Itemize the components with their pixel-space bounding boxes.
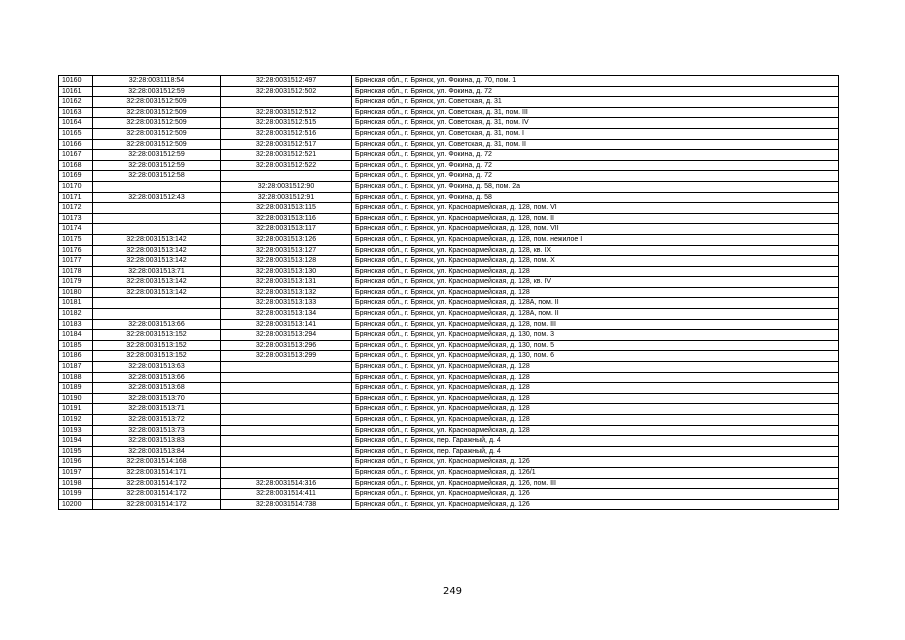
row-number-cell: 10179 (59, 277, 93, 288)
address-cell: Брянская обл., г. Брянск, пер. Гаражный, д. 4 (352, 446, 839, 457)
building-cadastral-number-cell (221, 415, 352, 426)
address-cell: Брянская обл., г. Брянск, ул. Фокина, д. 72 (352, 171, 839, 182)
address-cell: Брянская обл., г. Брянск, ул. Фокина, д. 72 (352, 150, 839, 161)
table-row (59, 139, 839, 150)
row-number-cell: 10162 (59, 97, 93, 108)
table-row (59, 404, 839, 415)
address-cell: Брянская обл., г. Брянск, ул. Красноармейская, д. 128 (352, 425, 839, 436)
address-cell: Брянская обл., г. Брянск, ул. Советская, д. 31, пом. III (352, 107, 839, 118)
building-cadastral-number-cell: 32:28:0031513:115 (221, 203, 352, 214)
land-cadastral-number-cell: 32:28:0031513:73 (93, 425, 221, 436)
address-cell: Брянская обл., г. Брянск, ул. Красноармейская, д. 130, пом. 5 (352, 340, 839, 351)
building-cadastral-number-cell: 32:28:0031514:738 (221, 499, 352, 510)
land-cadastral-number-cell: 32:28:0031513:70 (93, 393, 221, 404)
row-number-cell: 10160 (59, 76, 93, 87)
row-number-cell: 10178 (59, 266, 93, 277)
row-number-cell: 10165 (59, 128, 93, 139)
table-row (59, 415, 839, 426)
land-cadastral-number-cell: 32:28:0031512:509 (93, 97, 221, 108)
building-cadastral-number-cell (221, 362, 352, 373)
building-cadastral-number-cell: 32:28:0031514:316 (221, 478, 352, 489)
table-row (59, 160, 839, 171)
row-number-cell: 10181 (59, 298, 93, 309)
building-cadastral-number-cell (221, 383, 352, 394)
address-cell: Брянская обл., г. Брянск, ул. Красноармейская, д. 126 (352, 457, 839, 468)
land-cadastral-number-cell: 32:28:0031513:142 (93, 287, 221, 298)
building-cadastral-number-cell: 32:28:0031512:521 (221, 150, 352, 161)
building-cadastral-number-cell: 32:28:0031512:90 (221, 181, 352, 192)
row-number-cell: 10170 (59, 181, 93, 192)
building-cadastral-number-cell: 32:28:0031512:516 (221, 128, 352, 139)
land-cadastral-number-cell (93, 224, 221, 235)
address-cell: Брянская обл., г. Брянск, ул. Советская, д. 31 (352, 97, 839, 108)
land-cadastral-number-cell: 32:28:0031513:142 (93, 234, 221, 245)
building-cadastral-number-cell (221, 404, 352, 415)
row-number-cell: 10176 (59, 245, 93, 256)
land-cadastral-number-cell: 32:28:0031514:172 (93, 478, 221, 489)
building-cadastral-number-cell: 32:28:0031512:522 (221, 160, 352, 171)
building-cadastral-number-cell: 32:28:0031512:517 (221, 139, 352, 150)
property-table (58, 75, 839, 510)
row-number-cell: 10173 (59, 213, 93, 224)
row-number-cell: 10188 (59, 372, 93, 383)
land-cadastral-number-cell: 32:28:0031513:152 (93, 340, 221, 351)
building-cadastral-number-cell: 32:28:0031513:128 (221, 256, 352, 267)
building-cadastral-number-cell (221, 372, 352, 383)
land-cadastral-number-cell: 32:28:0031513:68 (93, 383, 221, 394)
address-cell: Брянская обл., г. Брянск, ул. Советская, д. 31, пом. II (352, 139, 839, 150)
address-cell: Брянская обл., г. Брянск, ул. Красноармейская, д. 130, пом. 6 (352, 351, 839, 362)
building-cadastral-number-cell (221, 436, 352, 447)
address-cell: Брянская обл., г. Брянск, ул. Красноармейская, д. 128 (352, 383, 839, 394)
table-row (59, 277, 839, 288)
land-cadastral-number-cell: 32:28:0031513:84 (93, 446, 221, 457)
address-cell: Брянская обл., г. Брянск, ул. Красноармейская, д. 126 (352, 499, 839, 510)
building-cadastral-number-cell: 32:28:0031513:296 (221, 340, 352, 351)
table-row (59, 181, 839, 192)
property-table-body (59, 76, 839, 510)
address-cell: Брянская обл., г. Брянск, ул. Красноармейская, д. 130, пом. 3 (352, 330, 839, 341)
table-row (59, 203, 839, 214)
table-row (59, 330, 839, 341)
table-row (59, 97, 839, 108)
table-row (59, 393, 839, 404)
land-cadastral-number-cell: 32:28:0031514:172 (93, 499, 221, 510)
address-cell: Брянская обл., г. Брянск, ул. Фокина, д. 72 (352, 86, 839, 97)
address-cell: Брянская обл., г. Брянск, ул. Красноармейская, д. 128, пом. VII (352, 224, 839, 235)
land-cadastral-number-cell: 32:28:0031512:59 (93, 160, 221, 171)
table-row (59, 467, 839, 478)
address-cell: Брянская обл., г. Брянск, ул. Фокина, д. 58, пом. 2а (352, 181, 839, 192)
address-cell: Брянская обл., г. Брянск, ул. Красноармейская, д. 126/1 (352, 467, 839, 478)
table-row (59, 446, 839, 457)
land-cadastral-number-cell: 32:28:0031512:509 (93, 118, 221, 129)
table-row (59, 76, 839, 87)
table-row (59, 213, 839, 224)
table-row (59, 128, 839, 139)
address-cell: Брянская обл., г. Брянск, ул. Красноармейская, д. 128А, пом. II (352, 309, 839, 320)
table-row (59, 192, 839, 203)
table-row (59, 171, 839, 182)
row-number-cell: 10185 (59, 340, 93, 351)
row-number-cell: 10189 (59, 383, 93, 394)
row-number-cell: 10190 (59, 393, 93, 404)
table-row (59, 224, 839, 235)
land-cadastral-number-cell: 32:28:0031513:152 (93, 351, 221, 362)
row-number-cell: 10195 (59, 446, 93, 457)
row-number-cell: 10167 (59, 150, 93, 161)
row-number-cell: 10198 (59, 478, 93, 489)
building-cadastral-number-cell (221, 467, 352, 478)
row-number-cell: 10166 (59, 139, 93, 150)
building-cadastral-number-cell: 32:28:0031513:132 (221, 287, 352, 298)
building-cadastral-number-cell (221, 446, 352, 457)
row-number-cell: 10177 (59, 256, 93, 267)
address-cell: Брянская обл., г. Брянск, ул. Фокина, д. 70, пом. 1 (352, 76, 839, 87)
land-cadastral-number-cell: 32:28:0031513:71 (93, 266, 221, 277)
address-cell: Брянская обл., г. Брянск, ул. Красноармейская, д. 128 (352, 287, 839, 298)
address-cell: Брянская обл., г. Брянск, ул. Советская, д. 31, пом. I (352, 128, 839, 139)
table-row (59, 150, 839, 161)
land-cadastral-number-cell: 32:28:0031512:509 (93, 139, 221, 150)
land-cadastral-number-cell (93, 203, 221, 214)
row-number-cell: 10182 (59, 309, 93, 320)
building-cadastral-number-cell: 32:28:0031513:131 (221, 277, 352, 288)
address-cell: Брянская обл., г. Брянск, ул. Красноармейская, д. 128, пом. VI (352, 203, 839, 214)
land-cadastral-number-cell: 32:28:0031513:66 (93, 372, 221, 383)
building-cadastral-number-cell: 32:28:0031513:126 (221, 234, 352, 245)
address-cell: Брянская обл., г. Брянск, ул. Красноармейская, д. 128, кв. IX (352, 245, 839, 256)
table-row (59, 383, 839, 394)
address-cell: Брянская обл., г. Брянск, ул. Красноармейская, д. 126 (352, 489, 839, 500)
page-number: 249 (442, 586, 463, 597)
row-number-cell: 10192 (59, 415, 93, 426)
row-number-cell: 10163 (59, 107, 93, 118)
row-number-cell: 10193 (59, 425, 93, 436)
table-row (59, 319, 839, 330)
land-cadastral-number-cell (93, 298, 221, 309)
row-number-cell: 10180 (59, 287, 93, 298)
building-cadastral-number-cell: 32:28:0031512:497 (221, 76, 352, 87)
land-cadastral-number-cell: 32:28:0031513:66 (93, 319, 221, 330)
row-number-cell: 10197 (59, 467, 93, 478)
row-number-cell: 10200 (59, 499, 93, 510)
address-cell: Брянская обл., г. Брянск, ул. Красноармейская, д. 128 (352, 404, 839, 415)
address-cell: Брянская обл., г. Брянск, ул. Красноармейская, д. 126, пом. III (352, 478, 839, 489)
building-cadastral-number-cell (221, 393, 352, 404)
address-cell: Брянская обл., г. Брянск, ул. Фокина, д. 58 (352, 192, 839, 203)
land-cadastral-number-cell: 32:28:0031514:171 (93, 467, 221, 478)
row-number-cell: 10196 (59, 457, 93, 468)
building-cadastral-number-cell (221, 425, 352, 436)
land-cadastral-number-cell: 32:28:0031514:172 (93, 489, 221, 500)
row-number-cell: 10191 (59, 404, 93, 415)
row-number-cell: 10172 (59, 203, 93, 214)
land-cadastral-number-cell (93, 309, 221, 320)
building-cadastral-number-cell: 32:28:0031513:141 (221, 319, 352, 330)
building-cadastral-number-cell: 32:28:0031513:299 (221, 351, 352, 362)
address-cell: Брянская обл., г. Брянск, ул. Красноармейская, д. 128, пом. нежилое I (352, 234, 839, 245)
address-cell: Брянская обл., г. Брянск, ул. Красноармейская, д. 128 (352, 372, 839, 383)
building-cadastral-number-cell: 32:28:0031512:502 (221, 86, 352, 97)
table-row (59, 457, 839, 468)
address-cell: Брянская обл., г. Брянск, ул. Красноармейская, д. 128 (352, 393, 839, 404)
building-cadastral-number-cell: 32:28:0031513:117 (221, 224, 352, 235)
table-row (59, 256, 839, 267)
table-row (59, 351, 839, 362)
table-row (59, 287, 839, 298)
row-number-cell: 10174 (59, 224, 93, 235)
building-cadastral-number-cell (221, 97, 352, 108)
land-cadastral-number-cell: 32:28:0031513:152 (93, 330, 221, 341)
row-number-cell: 10175 (59, 234, 93, 245)
land-cadastral-number-cell: 32:28:0031512:43 (93, 192, 221, 203)
address-cell: Брянская обл., г. Брянск, пер. Гаражный, д. 4 (352, 436, 839, 447)
land-cadastral-number-cell (93, 181, 221, 192)
land-cadastral-number-cell: 32:28:0031513:142 (93, 256, 221, 267)
building-cadastral-number-cell: 32:28:0031513:134 (221, 309, 352, 320)
table-row (59, 478, 839, 489)
address-cell: Брянская обл., г. Брянск, ул. Фокина, д. 72 (352, 160, 839, 171)
table-row (59, 107, 839, 118)
building-cadastral-number-cell: 32:28:0031513:130 (221, 266, 352, 277)
row-number-cell: 10168 (59, 160, 93, 171)
land-cadastral-number-cell (93, 213, 221, 224)
address-cell: Брянская обл., г. Брянск, ул. Советская, д. 31, пом. IV (352, 118, 839, 129)
building-cadastral-number-cell: 32:28:0031512:512 (221, 107, 352, 118)
row-number-cell: 10199 (59, 489, 93, 500)
land-cadastral-number-cell: 32:28:0031514:168 (93, 457, 221, 468)
land-cadastral-number-cell: 32:28:0031512:59 (93, 86, 221, 97)
table-row (59, 86, 839, 97)
land-cadastral-number-cell: 32:28:0031512:509 (93, 128, 221, 139)
building-cadastral-number-cell: 32:28:0031512:515 (221, 118, 352, 129)
address-cell: Брянская обл., г. Брянск, ул. Красноармейская, д. 128 (352, 266, 839, 277)
building-cadastral-number-cell: 32:28:0031513:116 (221, 213, 352, 224)
building-cadastral-number-cell: 32:28:0031513:133 (221, 298, 352, 309)
land-cadastral-number-cell: 32:28:0031512:59 (93, 150, 221, 161)
table-row (59, 499, 839, 510)
building-cadastral-number-cell: 32:28:0031513:127 (221, 245, 352, 256)
building-cadastral-number-cell (221, 457, 352, 468)
row-number-cell: 10187 (59, 362, 93, 373)
land-cadastral-number-cell: 32:28:0031512:58 (93, 171, 221, 182)
table-row (59, 489, 839, 500)
land-cadastral-number-cell: 32:28:0031513:72 (93, 415, 221, 426)
table-row (59, 309, 839, 320)
row-number-cell: 10164 (59, 118, 93, 129)
address-cell: Брянская обл., г. Брянск, ул. Красноармейская, д. 128, пом. X (352, 256, 839, 267)
table-row (59, 372, 839, 383)
row-number-cell: 10183 (59, 319, 93, 330)
row-number-cell: 10186 (59, 351, 93, 362)
address-cell: Брянская обл., г. Брянск, ул. Красноармейская, д. 128, пом. III (352, 319, 839, 330)
address-cell: Брянская обл., г. Брянск, ул. Красноармейская, д. 128, кв. IV (352, 277, 839, 288)
building-cadastral-number-cell: 32:28:0031512:91 (221, 192, 352, 203)
table-row (59, 118, 839, 129)
address-cell: Брянская обл., г. Брянск, ул. Красноармейская, д. 128А, пом. II (352, 298, 839, 309)
row-number-cell: 10184 (59, 330, 93, 341)
land-cadastral-number-cell: 32:28:0031118:54 (93, 76, 221, 87)
address-cell: Брянская обл., г. Брянск, ул. Красноармейская, д. 128 (352, 362, 839, 373)
row-number-cell: 10171 (59, 192, 93, 203)
land-cadastral-number-cell: 32:28:0031513:142 (93, 245, 221, 256)
table-row (59, 266, 839, 277)
table-row (59, 436, 839, 447)
table-row (59, 234, 839, 245)
row-number-cell: 10169 (59, 171, 93, 182)
row-number-cell: 10161 (59, 86, 93, 97)
building-cadastral-number-cell: 32:28:0031513:294 (221, 330, 352, 341)
land-cadastral-number-cell: 32:28:0031513:83 (93, 436, 221, 447)
building-cadastral-number-cell: 32:28:0031514:411 (221, 489, 352, 500)
table-row (59, 362, 839, 373)
table-row (59, 298, 839, 309)
land-cadastral-number-cell: 32:28:0031512:509 (93, 107, 221, 118)
table-row (59, 245, 839, 256)
table-row (59, 340, 839, 351)
address-cell: Брянская обл., г. Брянск, ул. Красноармейская, д. 128 (352, 415, 839, 426)
land-cadastral-number-cell: 32:28:0031513:142 (93, 277, 221, 288)
address-cell: Брянская обл., г. Брянск, ул. Красноармейская, д. 128, пом. II (352, 213, 839, 224)
building-cadastral-number-cell (221, 171, 352, 182)
row-number-cell: 10194 (59, 436, 93, 447)
land-cadastral-number-cell: 32:28:0031513:71 (93, 404, 221, 415)
land-cadastral-number-cell: 32:28:0031513:63 (93, 362, 221, 373)
table-row (59, 425, 839, 436)
